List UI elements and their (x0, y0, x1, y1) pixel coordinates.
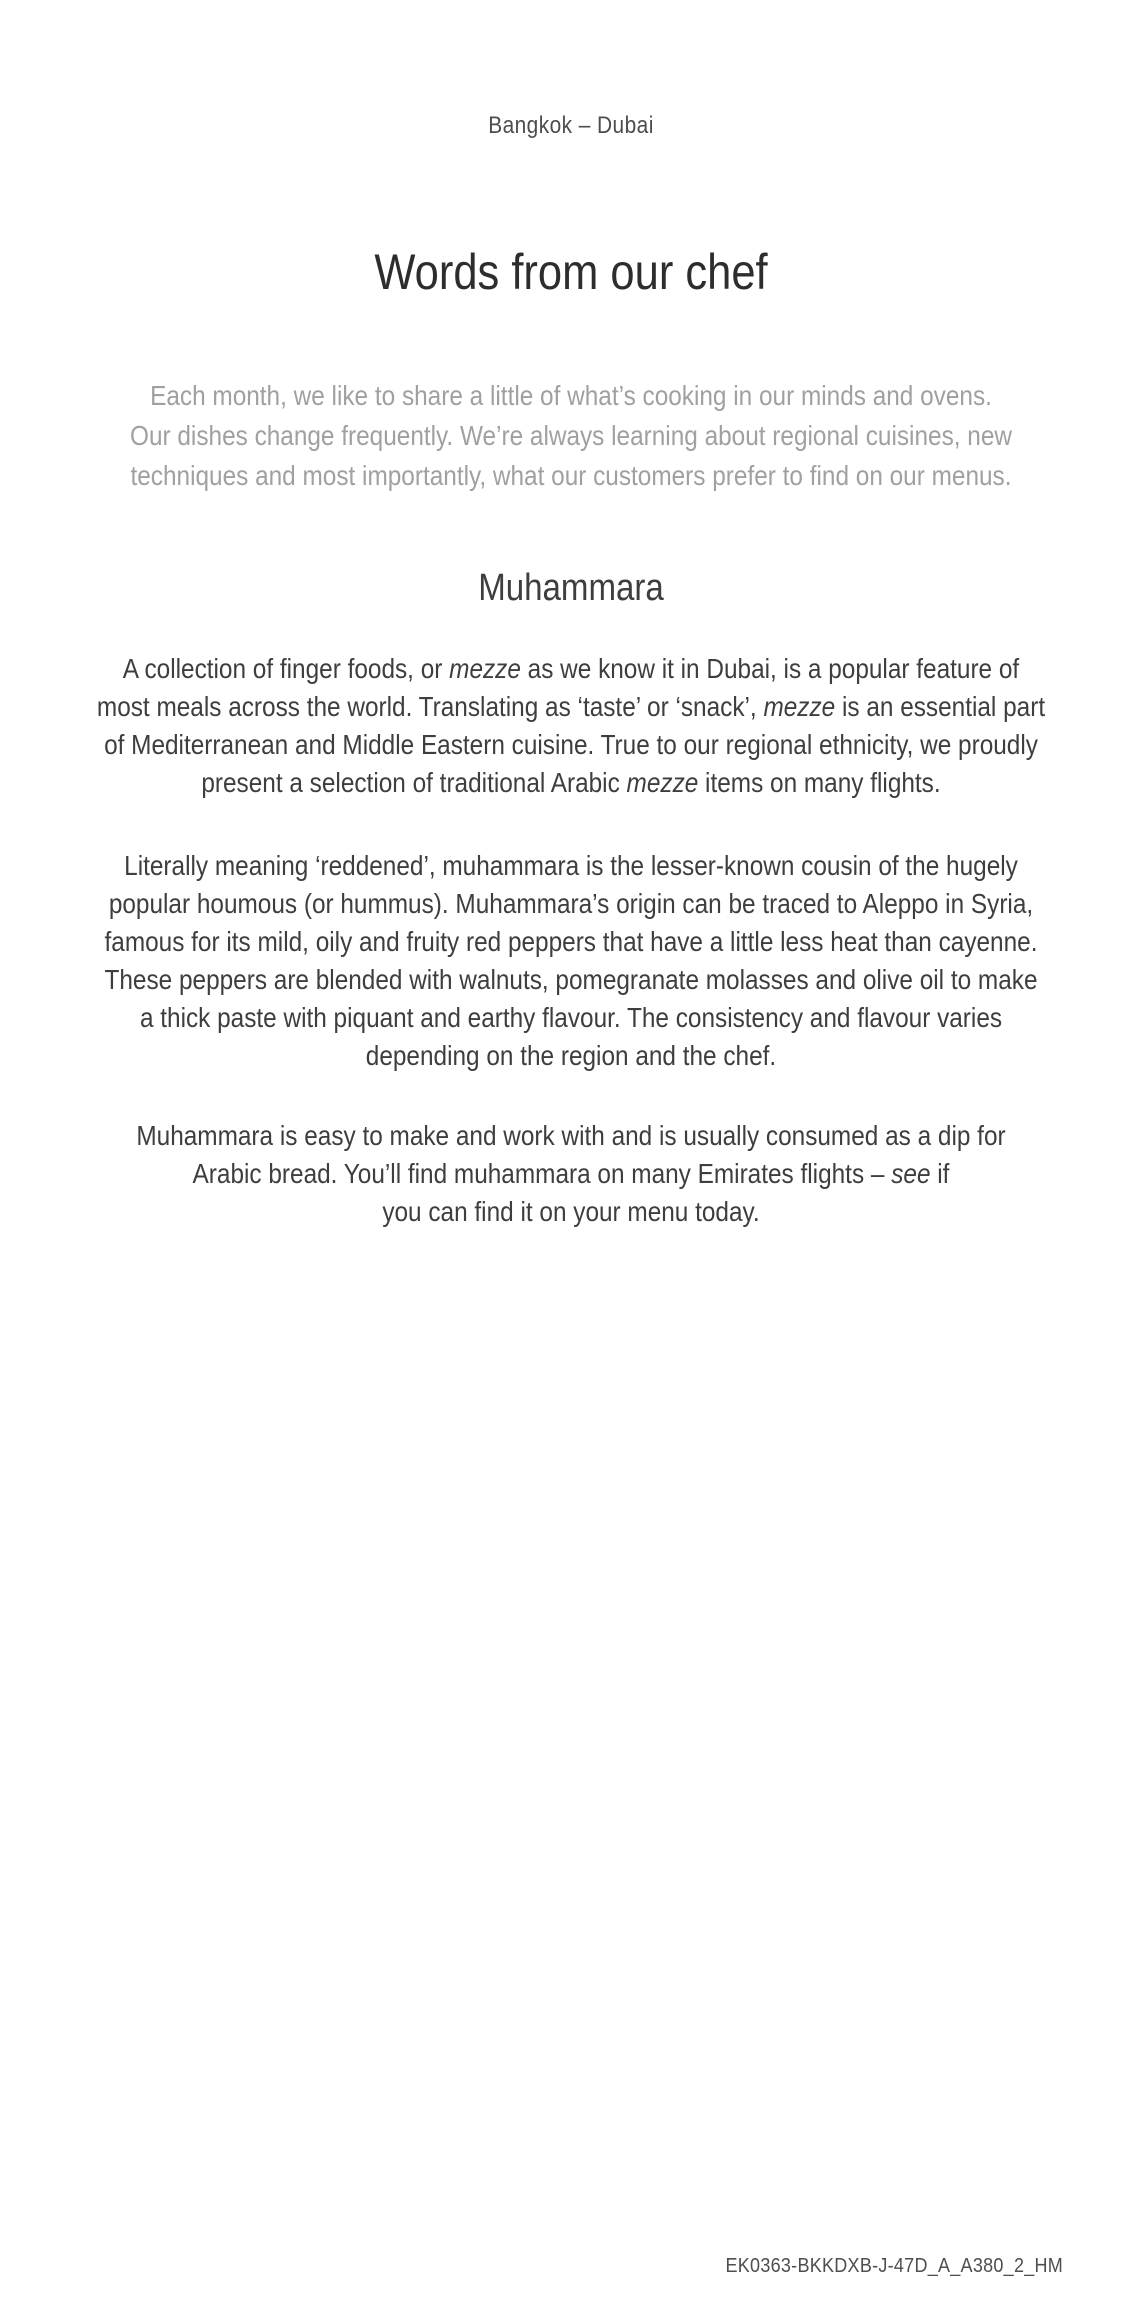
paragraph-muhammara-origin (74, 847, 1068, 1075)
text-line: most meals across the world. Translating as ‘taste’ or ‘snack’, mezze is an essential part (96, 691, 1046, 722)
text-line: Literally meaning ‘reddened’, muhammara is the lesser-known cousin of the hugely (124, 850, 1018, 881)
paragraph-muhammara-serving (74, 1117, 1068, 1231)
text-line: Arabic bread. You’ll find muhammara on many Emirates flights – see if (192, 1158, 950, 1189)
paragraph-mezze-overview (74, 650, 1068, 802)
text-line: a thick paste with piquant and earthy flavour. The consistency and flavour varies (139, 1002, 1003, 1033)
section-heading: Muhammara (478, 567, 664, 609)
text-line: famous for its mild, oily and fruity red peppers that have a little less heat than cayenne. (104, 926, 1038, 957)
text-line: Our dishes change frequently. We’re always learning about regional cuisines, new (130, 420, 1012, 451)
text-line: A collection of finger foods, or mezze as we know it in Dubai, is a popular feature of (122, 653, 1020, 684)
route-label: Bangkok – Dubai (488, 112, 654, 139)
footer-flight-code: EK0363-BKKDXB-J-47D_A_A380_2_HM (725, 2255, 1063, 2277)
text-line: popular houmous (or hummus). Muhammara’s origin can be traced to Aleppo in Syria, (108, 888, 1034, 919)
text-line: Muhammara is easy to make and work with and is usually consumed as a dip for (136, 1120, 1006, 1151)
text-line: These peppers are blended with walnuts, pomegranate molasses and olive oil to make (104, 964, 1038, 995)
text-line: present a selection of traditional Arabic mezze items on many flights. (201, 767, 941, 798)
intro-paragraph (74, 376, 1068, 496)
text-line: Each month, we like to share a little of what’s cooking in our minds and ovens. (150, 380, 992, 411)
page-title: Words from our chef (374, 244, 768, 300)
text-line: techniques and most importantly, what our customers prefer to find on our menus. (130, 460, 1012, 491)
text-line: you can find it on your menu today. (382, 1196, 760, 1227)
text-line: depending on the region and the chef. (365, 1040, 777, 1071)
text-line: of Mediterranean and Middle Eastern cuisine. True to our regional ethnicity, we proudly (104, 729, 1038, 760)
